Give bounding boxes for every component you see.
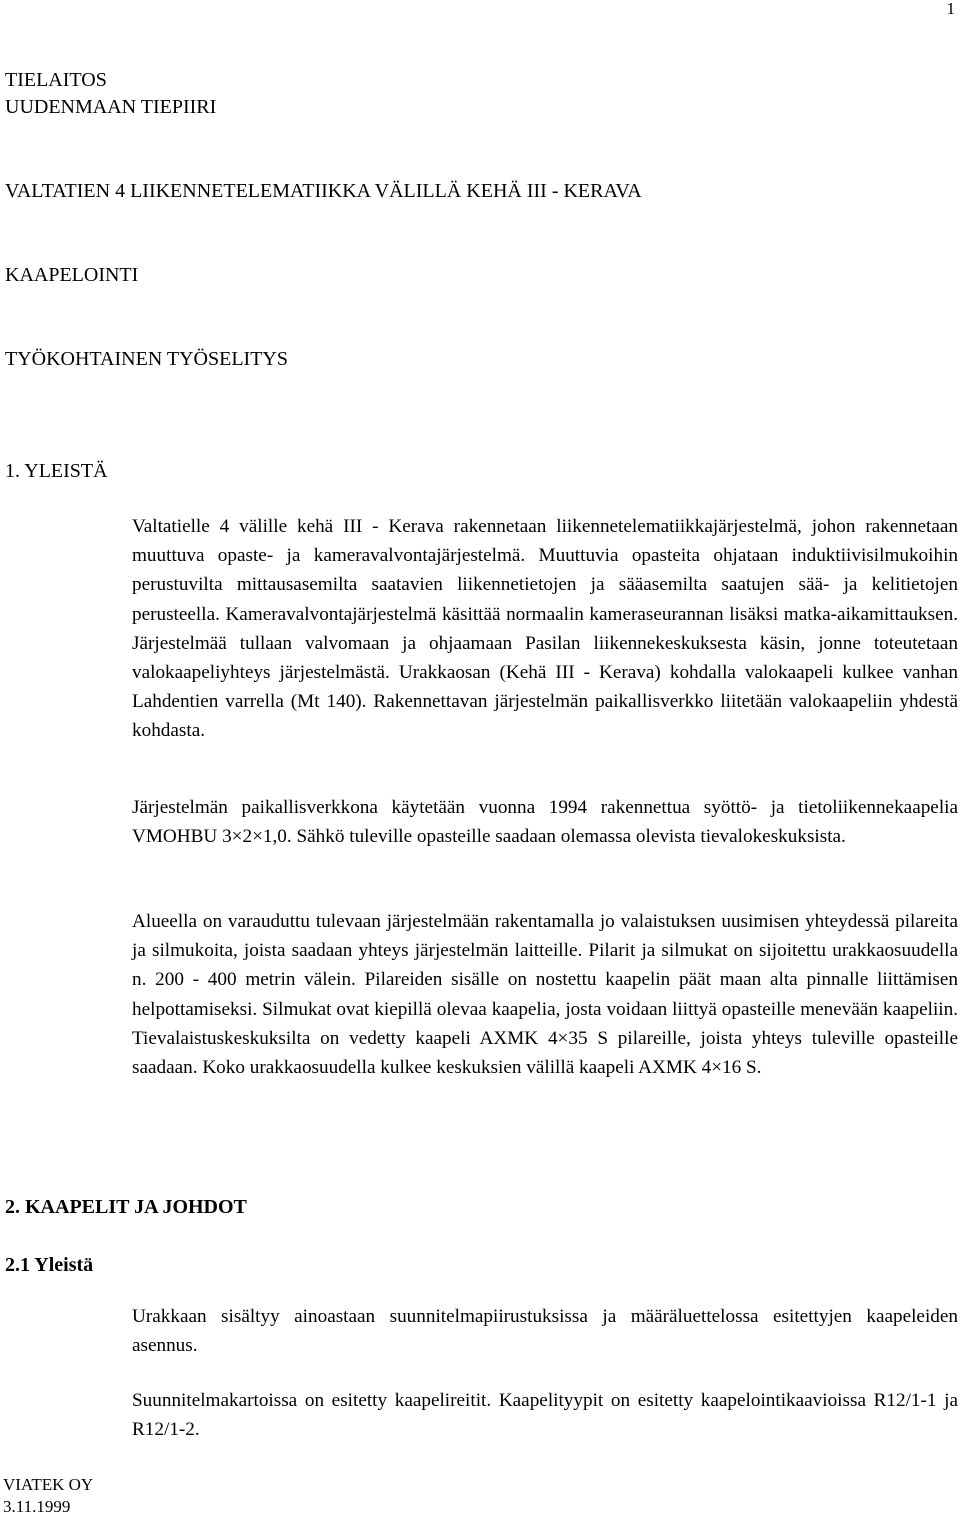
- paragraph: Valtatielle 4 välille kehä III - Kerava rakennetaan liikennetelematiikkajärjestelmä, johon rakennetaan muuttuva opaste- ja kameravalvontajärjestelmä. Muuttuvia opasteita ohjataan induktiivisilmukoihin perustuvilta mittausasemilta saatavien liikennetietojen ja sääasemilta saatujen sää- ja kelitietojen perusteella. Kameravalvontajärjestelmä käsittää normaalin kameraseurannan lisäksi matka-aikamittauksen. Järjestelmää tullaan valvomaan ja ohjaamaan Pasilan liikennekeskuksesta käsin, jonne toteutetaan valokaapeliyhteys järjestelmästä. Urakkaosan (Kehä III - Kerava) kohdalla valokaapeli kulkee vanhan Lahdentien varrella (Mt 140). Rakennettavan järjestelmän paikallisverkko liitetään valokaapeliin yhdestä kohdasta.: [132, 516, 958, 742]
- footer-company: VIATEK OY: [3, 1475, 94, 1494]
- footer-date: 3.11.1999: [3, 1497, 71, 1516]
- organization-block: [5, 67, 216, 121]
- paragraph: Urakkaan sisältyy ainoastaan suunnitelmapiirustuksissa ja määräluettelossa esitettyjen kaapeleiden asennus.: [132, 1306, 958, 1357]
- organization-name: TIELAITOS: [5, 69, 107, 91]
- subsection-heading-yleista: 2.1 Yleistä: [5, 1254, 94, 1276]
- document-subtitle: KAAPELOINTI: [5, 264, 139, 286]
- organization-district: UUDENMAAN TIEPIIRI: [5, 96, 217, 118]
- document-title: VALTATIEN 4 LIIKENNETELEMATIIKKA VÄLILLÄ KEHÄ III - KERAVA: [5, 180, 642, 202]
- paragraph: Alueella on varauduttu tulevaan järjestelmään rakentamalla jo valaistuksen uusimisen yhteydessä pilareita ja silmukoita, joista saadaan yhteys järjestelmän laitteille. Pilarit ja silmukat on sijoitettu urakkaosuudella n. 200 - 400 metrin välein. Pilareiden sisälle on nostettu kaapelin päät maan alta pinnalle liittämisen helpottamiseksi. Silmukat ovat kiepillä olevaa kaapelia, josta voidaan liittyä opasteille menevään kaapeliin. Tievalaistuskeskuksilta on vedetty kaapeli AXMK 4×35 S pilareille, joista yhteys tuleville opasteille saadaan. Koko urakkaosuudella kulkee keskuksien välillä kaapeli AXMK 4×16 S.: [132, 911, 958, 1079]
- paragraph: Järjestelmän paikallisverkkona käytetään vuonna 1994 rakennettua syöttö- ja tietoliikennekaapelia VMOHBU 3×2×1,0. Sähkö tuleville opasteille saadaan olemassa olevista tievalokeskuksista.: [132, 797, 958, 848]
- section-heading-kaapelit: 2. KAAPELIT JA JOHDOT: [5, 1196, 247, 1218]
- document-type: TYÖKOHTAINEN TYÖSELITYS: [5, 348, 288, 370]
- page-number: 1: [946, 0, 955, 18]
- section-heading-yleista: 1. YLEISTÄ: [5, 460, 108, 482]
- paragraph: Suunnitelmakartoissa on esitetty kaapelireitit. Kaapelityypit on esitetty kaapelointikaavioissa R12/1-1 ja R12/1-2.: [132, 1390, 958, 1441]
- page-footer: [3, 1474, 93, 1518]
